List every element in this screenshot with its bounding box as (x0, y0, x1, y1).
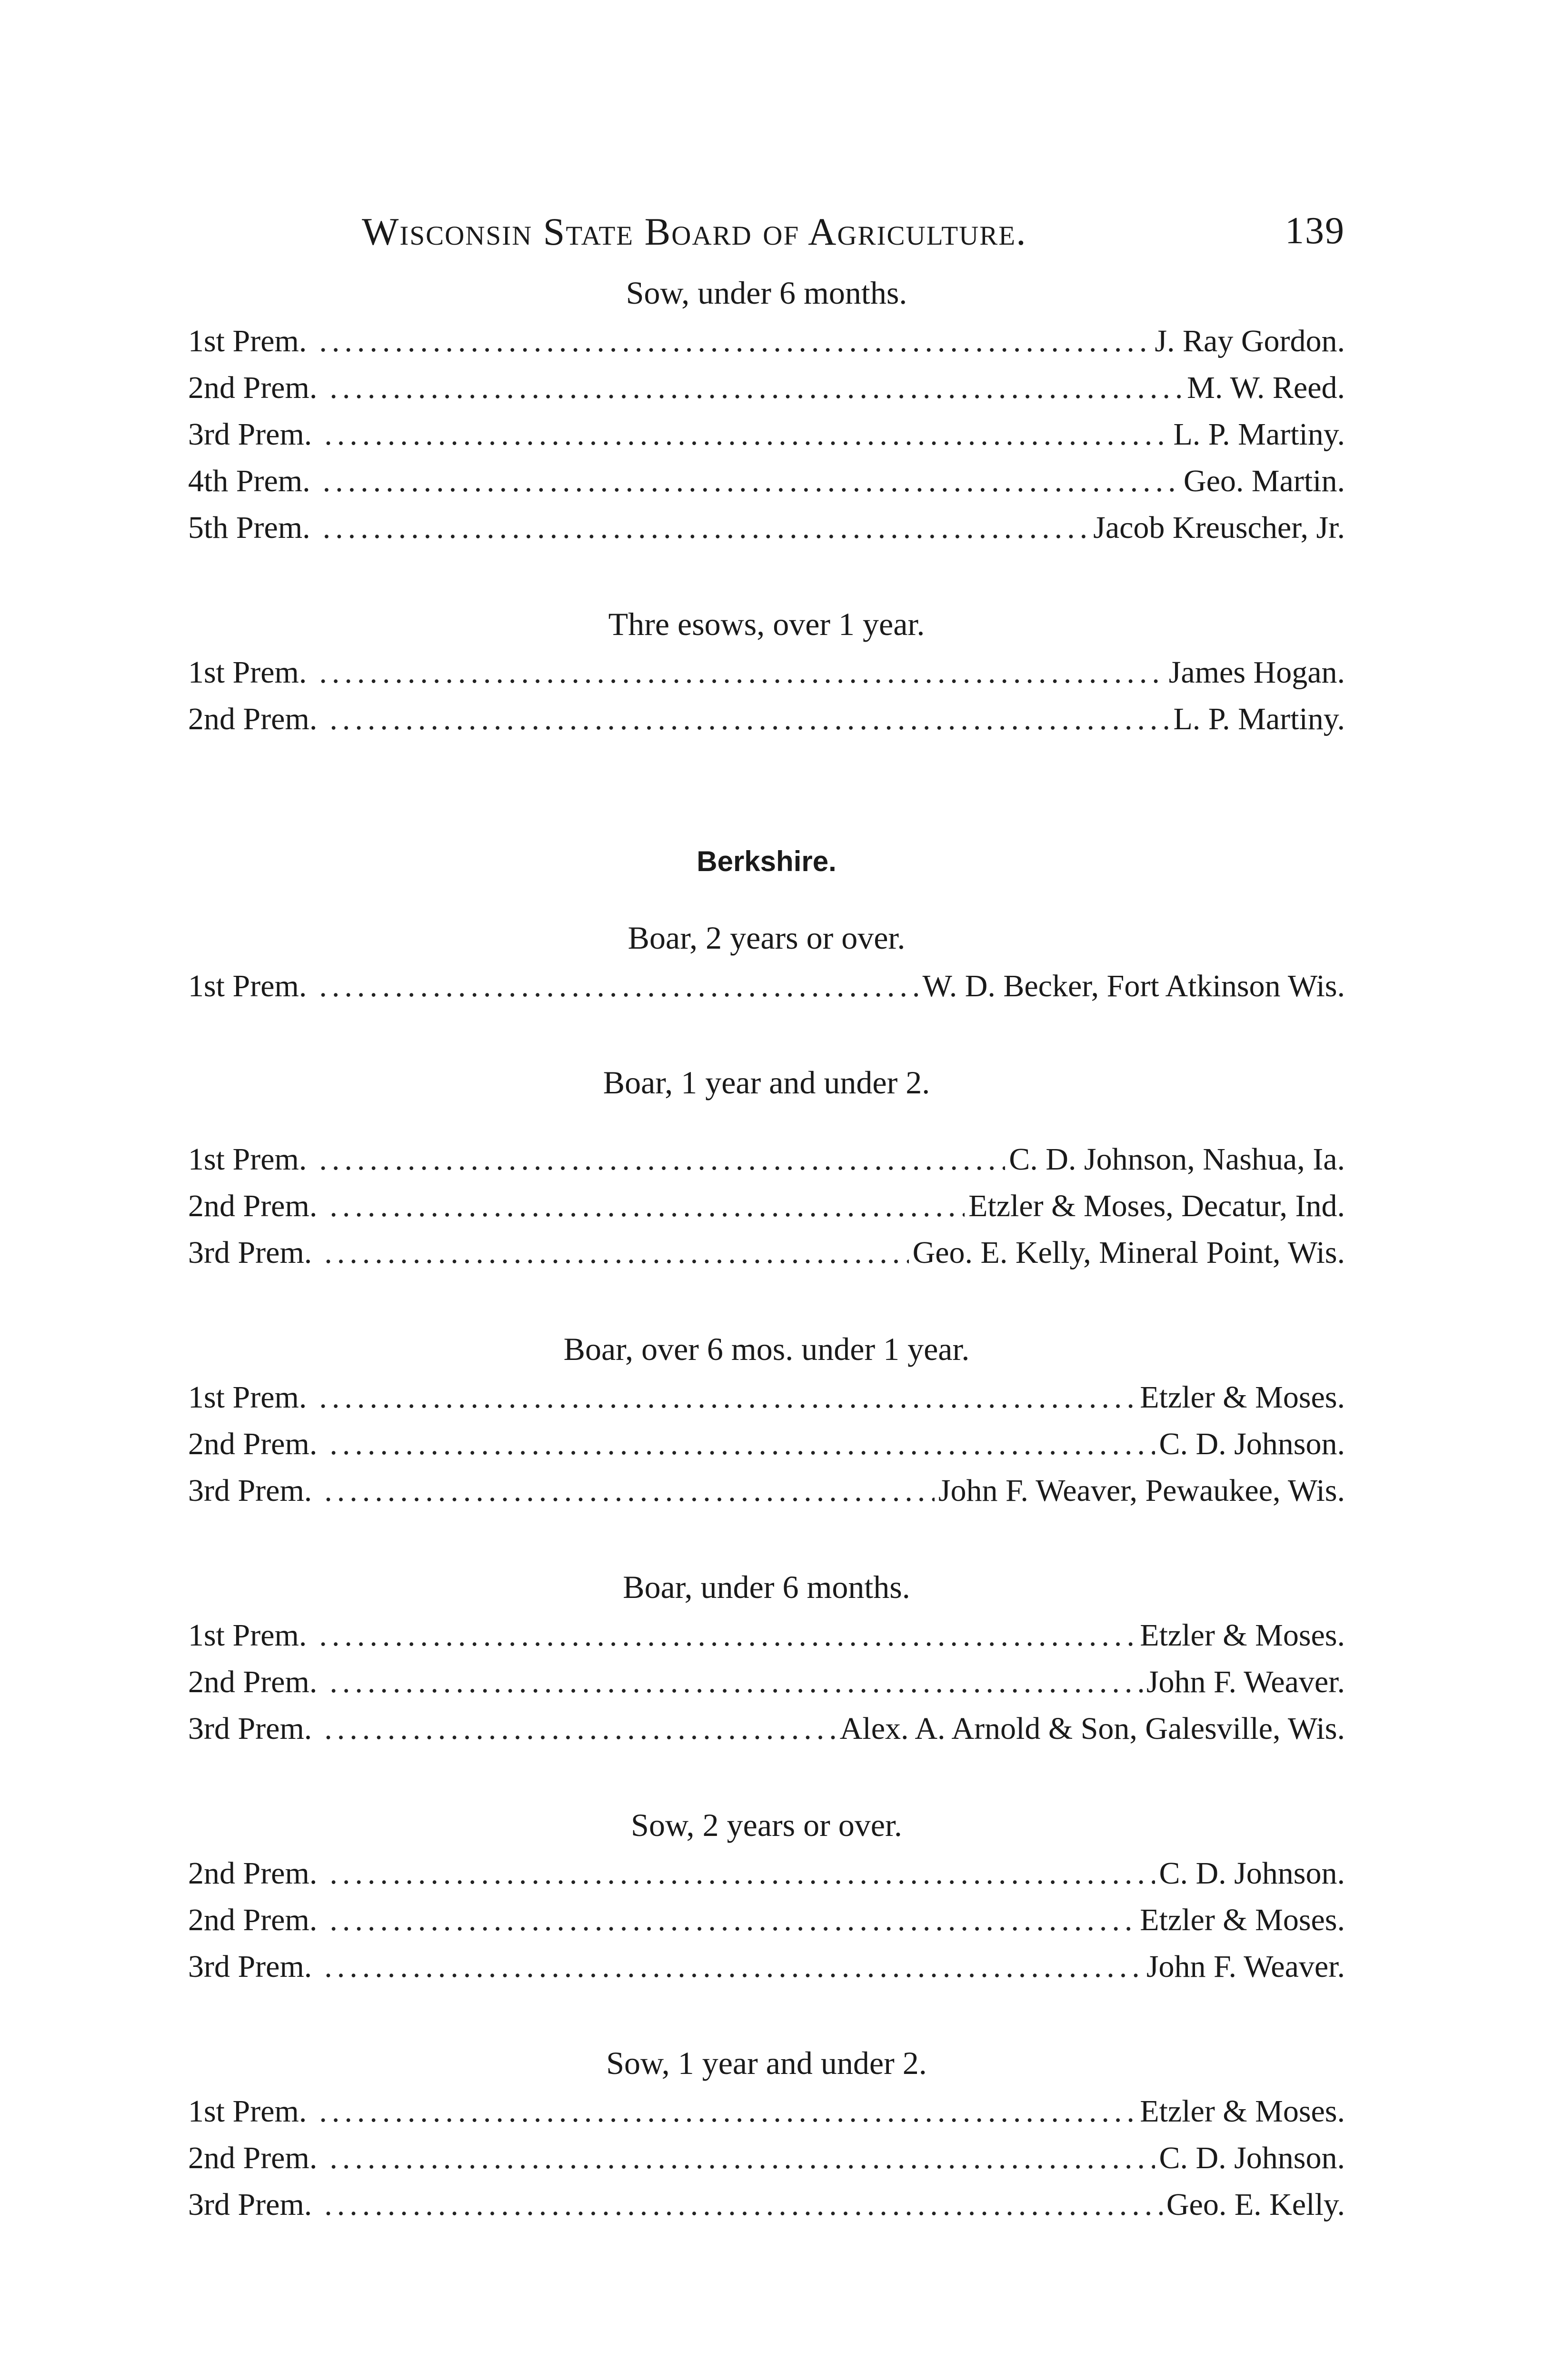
leader-dots (324, 2182, 1163, 2228)
premium-rank: 2nd Prem. (188, 1427, 318, 1461)
running-title: Wisconsin State Board of Agriculture. (362, 210, 1027, 253)
section-three-sows-over-1-year (188, 603, 1345, 743)
class-title: Boar, under 6 months. (623, 1569, 910, 1605)
section-boar-2-years-or-over (188, 916, 1345, 1010)
premium-entry (188, 2088, 1345, 2135)
premium-rank: 2nd Prem. (188, 370, 318, 405)
premium-rank: 2nd Prem. (188, 1189, 318, 1223)
premium-rank: 1st Prem. (188, 2094, 307, 2129)
leader-dots (323, 505, 1090, 551)
premium-winner: Etzler & Moses, Decatur, Ind. (968, 1189, 1345, 1223)
leader-dots (324, 1706, 836, 1752)
premium-entry (188, 1706, 1345, 1752)
premium-entry (188, 1230, 1345, 1276)
leader-dots (319, 1374, 1136, 1421)
leader-dots (324, 1944, 1143, 1990)
premium-entry (188, 1659, 1345, 1706)
premium-winner: M. W. Reed. (1187, 370, 1345, 405)
premium-rank: 1st Prem. (188, 1142, 307, 1177)
premium-winner: W. D. Becker, Fort Atkinson Wis. (922, 969, 1345, 1003)
premium-rank: 2nd Prem. (188, 1856, 318, 1891)
premium-winner: Geo. E. Kelly, Mineral Point, Wis. (912, 1235, 1345, 1270)
premium-rank: 2nd Prem. (188, 702, 318, 736)
class-title: Boar, 1 year and under 2. (603, 1064, 930, 1101)
leader-dots (329, 2135, 1155, 2182)
premium-rank: 3rd Prem. (188, 417, 312, 452)
leader-dots (319, 2088, 1136, 2135)
premium-winner: James Hogan. (1168, 655, 1345, 690)
spacer (188, 1276, 1345, 1328)
spacer (188, 551, 1345, 603)
premium-entry (188, 1136, 1345, 1183)
premium-entry (188, 1468, 1345, 1514)
section-boar-over-6-mos-under-1-year (188, 1328, 1345, 1514)
class-title: Sow, 1 year and under 2. (606, 2045, 927, 2081)
premium-entry (188, 365, 1345, 411)
premium-winner: John F. Weaver. (1146, 1949, 1345, 1984)
premium-rank: 2nd Prem. (188, 1903, 318, 1937)
section-sow-2-years-or-over (188, 1804, 1345, 1990)
leader-dots (329, 365, 1183, 411)
premium-winner: L. P. Martiny. (1173, 702, 1345, 736)
leader-dots (319, 1136, 1005, 1183)
class-title: Sow, 2 years or over. (631, 1807, 902, 1843)
premium-entry (188, 505, 1345, 551)
section-sow-under-6-months (188, 271, 1345, 551)
document-page (188, 209, 1345, 2228)
premium-entry (188, 2182, 1345, 2228)
premium-entry (188, 1850, 1345, 1897)
class-title: Boar, 2 years or over. (628, 920, 906, 956)
section-sow-1-year-and-under-2 (188, 2042, 1345, 2228)
leader-dots (329, 1183, 965, 1230)
leader-dots (324, 1230, 908, 1276)
premium-entry (188, 963, 1345, 1010)
leader-dots (319, 963, 918, 1010)
premium-entry (188, 411, 1345, 458)
premium-rank: 1st Prem. (188, 1618, 307, 1653)
running-header (188, 209, 1345, 262)
breed-heading: Berkshire. (697, 845, 837, 877)
premium-rank: 1st Prem. (188, 969, 307, 1003)
premium-entry (188, 458, 1345, 505)
spacer (188, 1108, 1345, 1136)
premium-entry (188, 696, 1345, 743)
premium-rank: 4th Prem. (188, 464, 310, 498)
premium-rank: 2nd Prem. (188, 1665, 318, 1699)
class-title: Thre esows, over 1 year. (608, 606, 925, 642)
leader-dots (329, 1897, 1136, 1944)
spacer (188, 1514, 1345, 1566)
leader-dots (329, 1850, 1155, 1897)
section-boar-1-year-and-under-2 (188, 1061, 1345, 1276)
premium-winner: Geo. E. Kelly. (1166, 2187, 1345, 2222)
premium-rank: 1st Prem. (188, 1380, 307, 1415)
spacer (188, 1990, 1345, 2042)
premium-entry (188, 649, 1345, 696)
premium-winner: Etzler & Moses. (1140, 1618, 1345, 1653)
premium-winner: J. Ray Gordon. (1155, 324, 1345, 358)
premium-winner: Etzler & Moses. (1140, 1903, 1345, 1937)
premium-rank: 1st Prem. (188, 655, 307, 690)
premium-rank: 3rd Prem. (188, 1711, 312, 1746)
leader-dots (319, 649, 1165, 696)
leader-dots (323, 458, 1180, 505)
section-boar-under-6-months (188, 1566, 1345, 1752)
leader-dots (329, 1659, 1143, 1706)
premium-entry (188, 1421, 1345, 1468)
premium-rank: 3rd Prem. (188, 1473, 312, 1508)
premium-winner: C. D. Johnson. (1159, 1856, 1345, 1891)
premium-winner: L. P. Martiny. (1173, 417, 1345, 452)
premium-rank: 1st Prem. (188, 324, 307, 358)
leader-dots (324, 411, 1169, 458)
premium-winner: C. D. Johnson. (1159, 1427, 1345, 1461)
premium-entry (188, 1612, 1345, 1659)
premium-winner: Jacob Kreuscher, Jr. (1093, 510, 1345, 545)
leader-dots (319, 318, 1151, 365)
premium-winner: Etzler & Moses. (1140, 1380, 1345, 1415)
spacer (188, 1010, 1345, 1061)
premium-winner: Etzler & Moses. (1140, 2094, 1345, 2129)
premium-winner: John F. Weaver. (1146, 1665, 1345, 1699)
premium-entry (188, 1897, 1345, 1944)
leader-dots (324, 1468, 935, 1514)
leader-dots (319, 1612, 1136, 1659)
premium-winner: John F. Weaver, Pewaukee, Wis. (938, 1473, 1345, 1508)
page-number: 139 (1285, 210, 1345, 252)
premium-rank: 3rd Prem. (188, 2187, 312, 2222)
premium-rank: 3rd Prem. (188, 1949, 312, 1984)
leader-dots (329, 1421, 1155, 1468)
class-title: Boar, over 6 mos. under 1 year. (563, 1331, 970, 1367)
premium-entry (188, 1944, 1345, 1990)
premium-rank: 3rd Prem. (188, 1235, 312, 1270)
premium-entry (188, 1374, 1345, 1421)
premium-rank: 5th Prem. (188, 510, 310, 545)
leader-dots (329, 696, 1169, 743)
premium-rank: 2nd Prem. (188, 2141, 318, 2175)
premium-winner: Geo. Martin. (1183, 464, 1345, 498)
premium-entry (188, 318, 1345, 365)
class-title: Sow, under 6 months. (626, 275, 907, 311)
premium-entry (188, 1183, 1345, 1230)
premium-winner: C. D. Johnson, Nashua, Ia. (1009, 1142, 1345, 1177)
premium-winner: C. D. Johnson. (1159, 2141, 1345, 2175)
premium-winner: Alex. A. Arnold & Son, Galesville, Wis. (839, 1711, 1345, 1746)
premium-entry (188, 2135, 1345, 2182)
spacer (188, 1752, 1345, 1804)
